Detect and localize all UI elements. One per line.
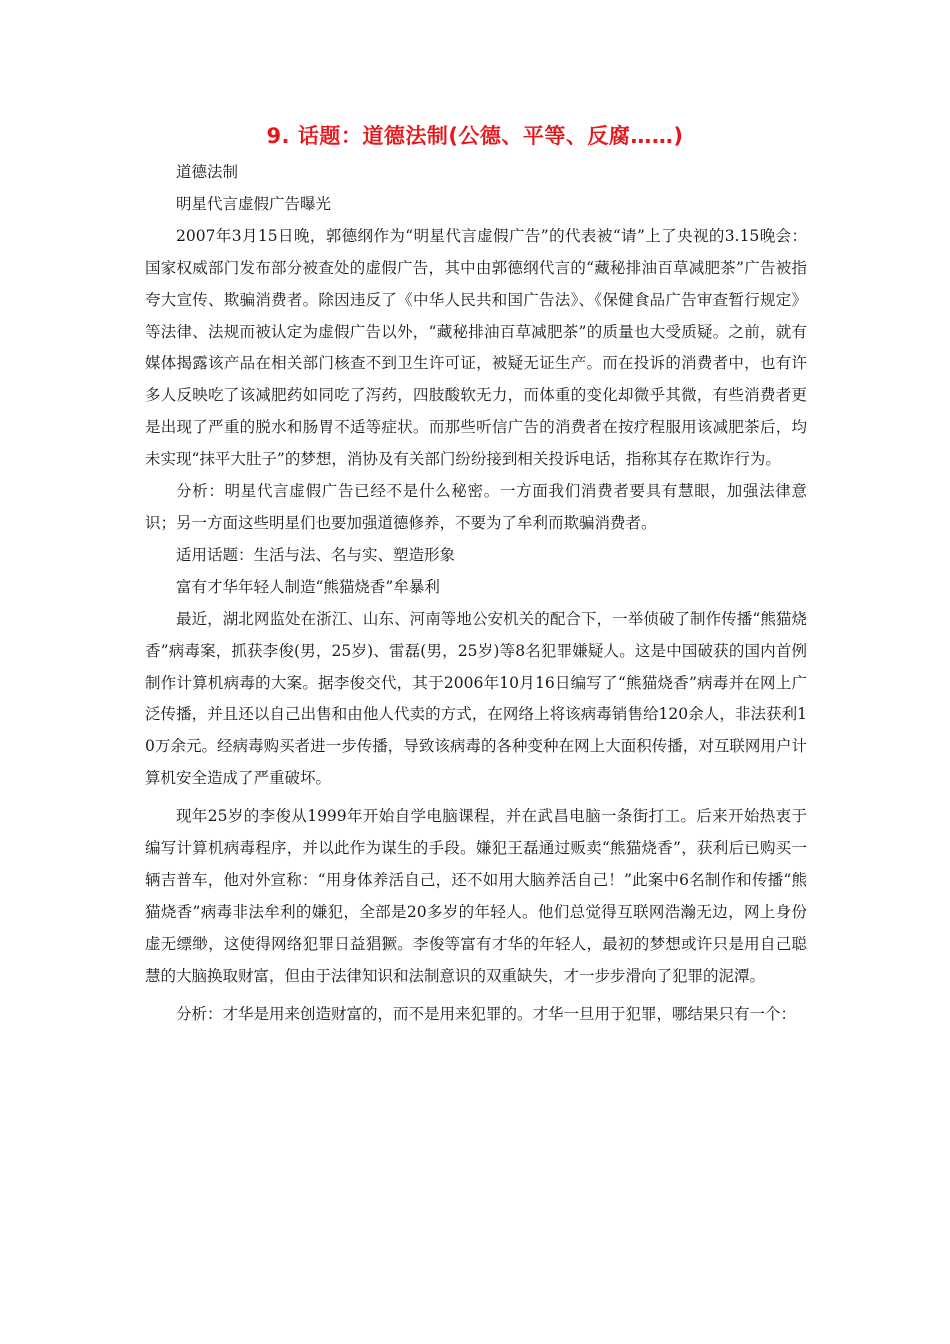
article-paragraph: 2007年3月15日晚，郭德纲作为“明星代言虚假广告”的代表被“请”上了央视的3.15晚会：国家权威部门发布部分被查处的虚假广告，其中由郭德纲代言的“藏秘排油百草减肥茶”广告被指夸大宣传、欺骗消费者。除因违反了《中华人民共和国广告法》、《保健食品广告审查暂行规定》等法律、法规而被认定为虚假广告以外，“藏秘排油百草减肥茶”的质量也大受质疑。之前，就有媒体揭露该产品在相关部门核查不到卫生许可证，被疑无证生产。而在投诉的消费者中，也有许多人反映吃了该减肥药如同吃了泻药，四肢酸软无力，而体重的变化却微乎其微，有些消费者更是出现了严重的脱水和肠胃不适等症状。而那些听信广告的消费者在按疗程服用该减肥茶后，均未实现“抹平大肚子”的梦想，消协及有关部门纷纷接到相关投诉电话，指称其存在欺诈行为。 (145, 226, 807, 469)
analysis-paragraph: 分析：才华是用来创造财富的，而不是用来犯罪的。才华一旦用于犯罪，哪结果只有一个： (176, 1004, 797, 1023)
article-paragraph: 现年25岁的李俊从1999年开始自学电脑课程，并在武昌电脑一条街打工。后来开始热衷于编写计算机病毒程序，并以此作为谋生的手段。嫌犯王磊通过贩卖“熊猫烧香”，获利后已购买一辆吉普车，他对外宣称：“用身体养活自己，还不如用大脑养活自己！”此案中6名制作和传播“熊猫烧香”病毒非法牟利的嫌犯，全部是20多岁的年轻人。他们总觉得互联网浩瀚无边，网上身份虚无缥缈，这使得网络犯罪日益猖獗。李俊等富有才华的年轻人，最初的梦想或许只是用自己聪慧的大脑换取财富，但由于法律知识和法制意识的双重缺失，才一步步滑向了犯罪的泥潭。 (145, 807, 807, 985)
article-paragraph: 最近，湖北网监处在浙江、山东、河南等地公安机关的配合下，一举侦破了制作传播“熊猫烧香”病毒案，抓获李俊(男，25岁)、雷磊(男，25岁)等8名犯罪嫌疑人。这是中国破获的国内首例制作计算机病毒的大案。据李俊交代，其于2006年10月16日编写了“熊猫烧香”病毒并在网上广泛传播，并且还以自己出售和由他人代卖的方式，在网络上将该病毒销售给120余人，非法获利10万余元。经病毒购买者进一步传播，导致该病毒的各种变种在网上大面积传播，对互联网用户计算机安全造成了严重破坏。 (145, 609, 807, 788)
article-heading: 明星代言虚假广告曝光 (176, 194, 332, 213)
applicable-topics: 适用话题：生活与法、名与实、塑造形象 (176, 545, 456, 564)
article-heading: 富有才华年轻人制造“熊猫烧香”牟暴利 (176, 577, 440, 596)
section-heading: 道德法制 (176, 163, 239, 181)
analysis-paragraph: 分析：明星代言虚假广告已经不是什么秘密。一方面我们消费者要具有慧眼，加强法律意识；另一方面这些明星们也要加强道德修养，不要为了牟利而欺骗消费者。 (145, 482, 807, 532)
document-body (145, 157, 807, 1030)
document-title: 9. 话题：道德法制(公德、平等、反腐……) (266, 124, 684, 148)
